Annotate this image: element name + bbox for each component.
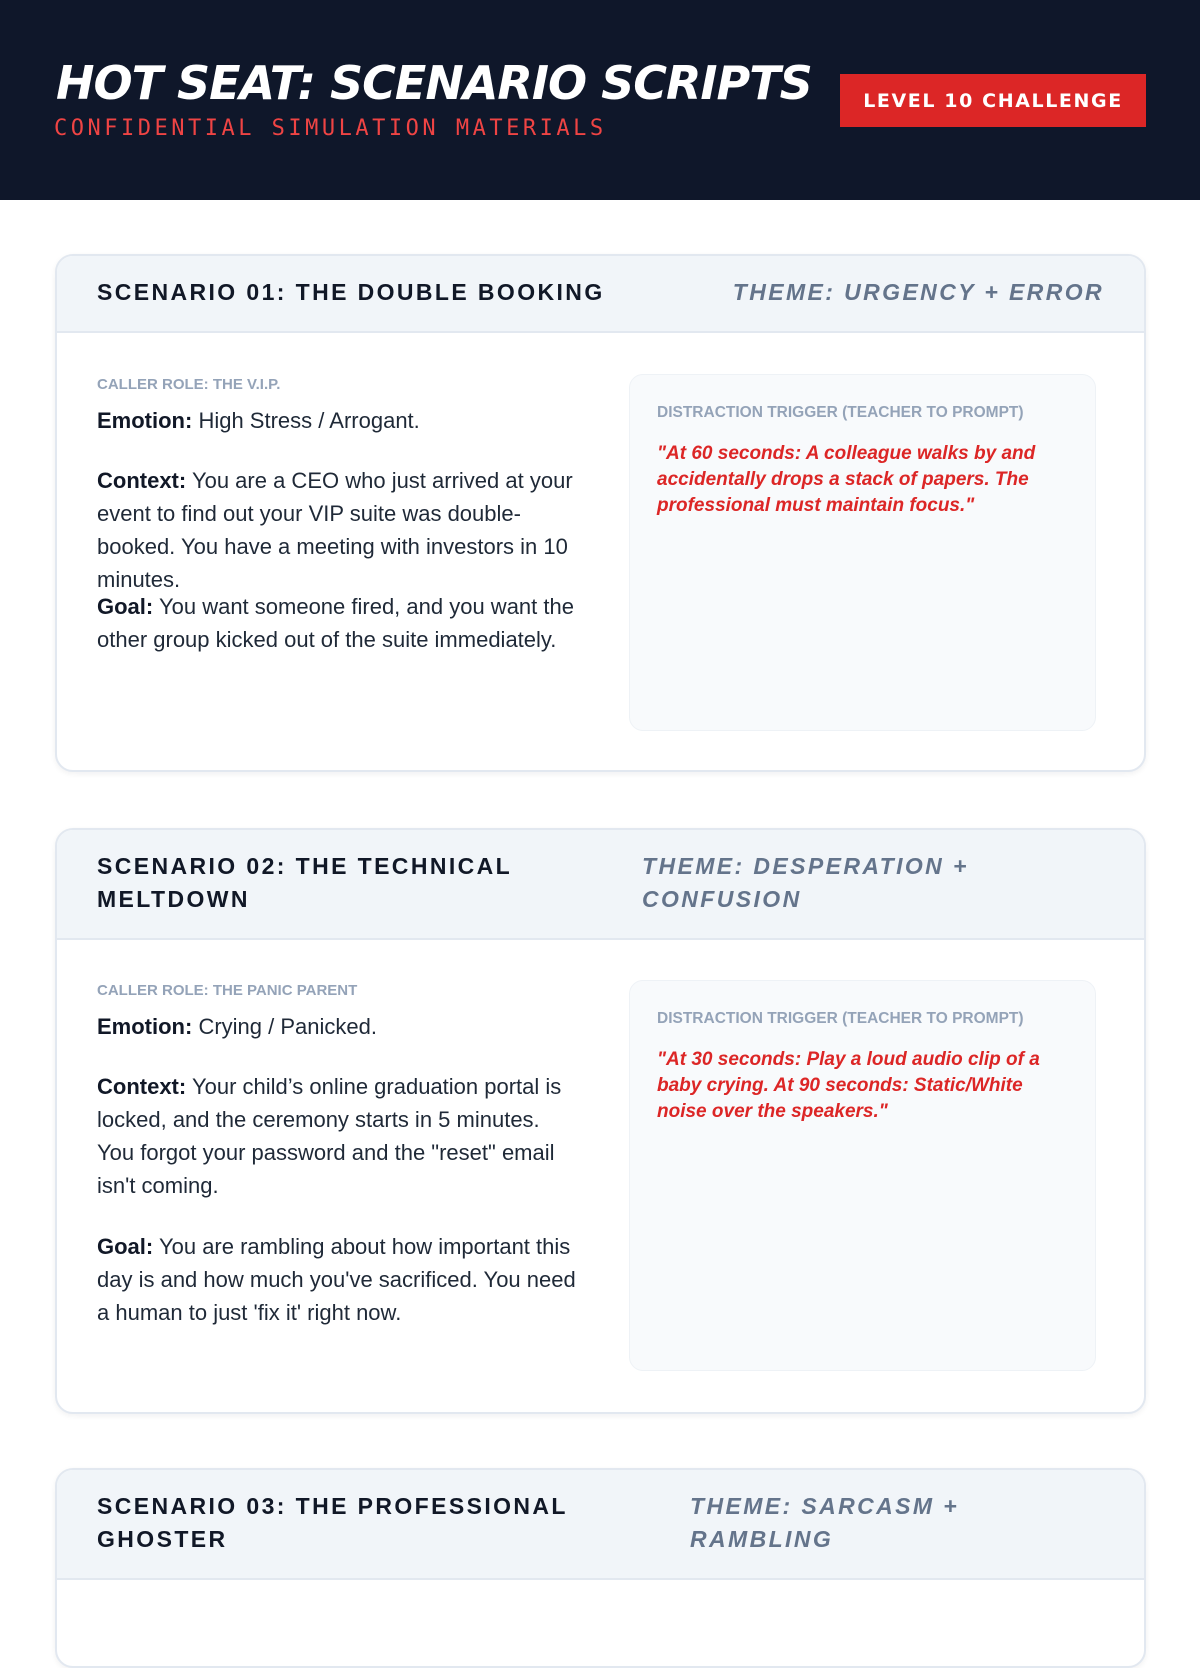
scenario-header xyxy=(57,1470,1144,1580)
page-subtitle: CONFIDENTIAL SIMULATION MATERIALS xyxy=(54,116,607,141)
page-header xyxy=(0,0,1200,200)
emotion-text xyxy=(97,404,577,437)
scenario-theme: THEME: SARCASM + RAMBLING xyxy=(690,1493,960,1552)
scenario-title: SCENARIO 01: THE DOUBLE BOOKING xyxy=(97,279,605,305)
distraction-trigger-text: "At 60 seconds: A colleague walks by and accidentally drops a stack of papers. The professional must maintain focus." xyxy=(657,443,1036,516)
scenario-theme: THEME: DESPERATION + CONFUSION xyxy=(642,853,969,912)
challenge-badge: LEVEL 10 CHALLENGE xyxy=(840,74,1146,127)
scenario-card xyxy=(55,254,1146,772)
distraction-trigger-box xyxy=(629,980,1096,1371)
context-text xyxy=(97,464,577,596)
scenario-title: SCENARIO 02: THE TECHNICAL MELTDOWN xyxy=(97,853,512,912)
goal-text xyxy=(97,1230,577,1329)
goal-value: You are rambling about how important this day is and how much you've sacrificed. You need a human to just 'fix it' right now. xyxy=(97,1234,576,1325)
distraction-trigger-box xyxy=(629,374,1096,731)
goal-label: Goal: xyxy=(97,594,154,619)
scenario-header xyxy=(57,830,1144,940)
page-title: HOT SEAT: SCENARIO SCRIPTS xyxy=(56,56,812,110)
goal-value: You want someone fired, and you want the other group kicked out of the suite immediately. xyxy=(97,594,574,652)
distraction-trigger-label: DISTRACTION TRIGGER (TEACHER TO PROMPT) xyxy=(657,404,1024,421)
emotion-value: Crying / Panicked. xyxy=(198,1014,377,1039)
caller-role: CALLER ROLE: THE PANIC PARENT xyxy=(97,982,358,999)
scenario-card xyxy=(55,828,1146,1414)
emotion-text xyxy=(97,1010,577,1043)
goal-label: Goal: xyxy=(97,1234,154,1259)
context-text xyxy=(97,1070,577,1202)
emotion-label: Emotion: xyxy=(97,408,193,433)
scenario-header xyxy=(57,256,1144,333)
context-value: Your child’s online graduation portal is locked, and the ceremony starts in 5 minutes. You forgot your password and the "reset" email isn't coming. xyxy=(97,1074,562,1198)
emotion-value: High Stress / Arrogant. xyxy=(198,408,420,433)
scenario-theme: THEME: URGENCY + ERROR xyxy=(732,279,1104,305)
distraction-trigger-label: DISTRACTION TRIGGER (TEACHER TO PROMPT) xyxy=(657,1010,1024,1027)
emotion-label: Emotion: xyxy=(97,1014,193,1039)
scenario-title: SCENARIO 03: THE PROFESSIONAL GHOSTER xyxy=(97,1493,568,1552)
context-label: Context: xyxy=(97,1074,187,1099)
caller-role: CALLER ROLE: THE V.I.P. xyxy=(97,376,281,393)
distraction-trigger-text: "At 30 seconds: Play a loud audio clip of a baby crying. At 90 seconds: Static/White noise over the speakers." xyxy=(657,1049,1040,1122)
scenario-card xyxy=(55,1468,1146,1668)
context-label: Context: xyxy=(97,468,187,493)
goal-text xyxy=(97,590,577,656)
context-value: You are a CEO who just arrived at your event to find out your VIP suite was double-booked. You have a meeting with investors in 10 minutes. xyxy=(97,468,573,592)
